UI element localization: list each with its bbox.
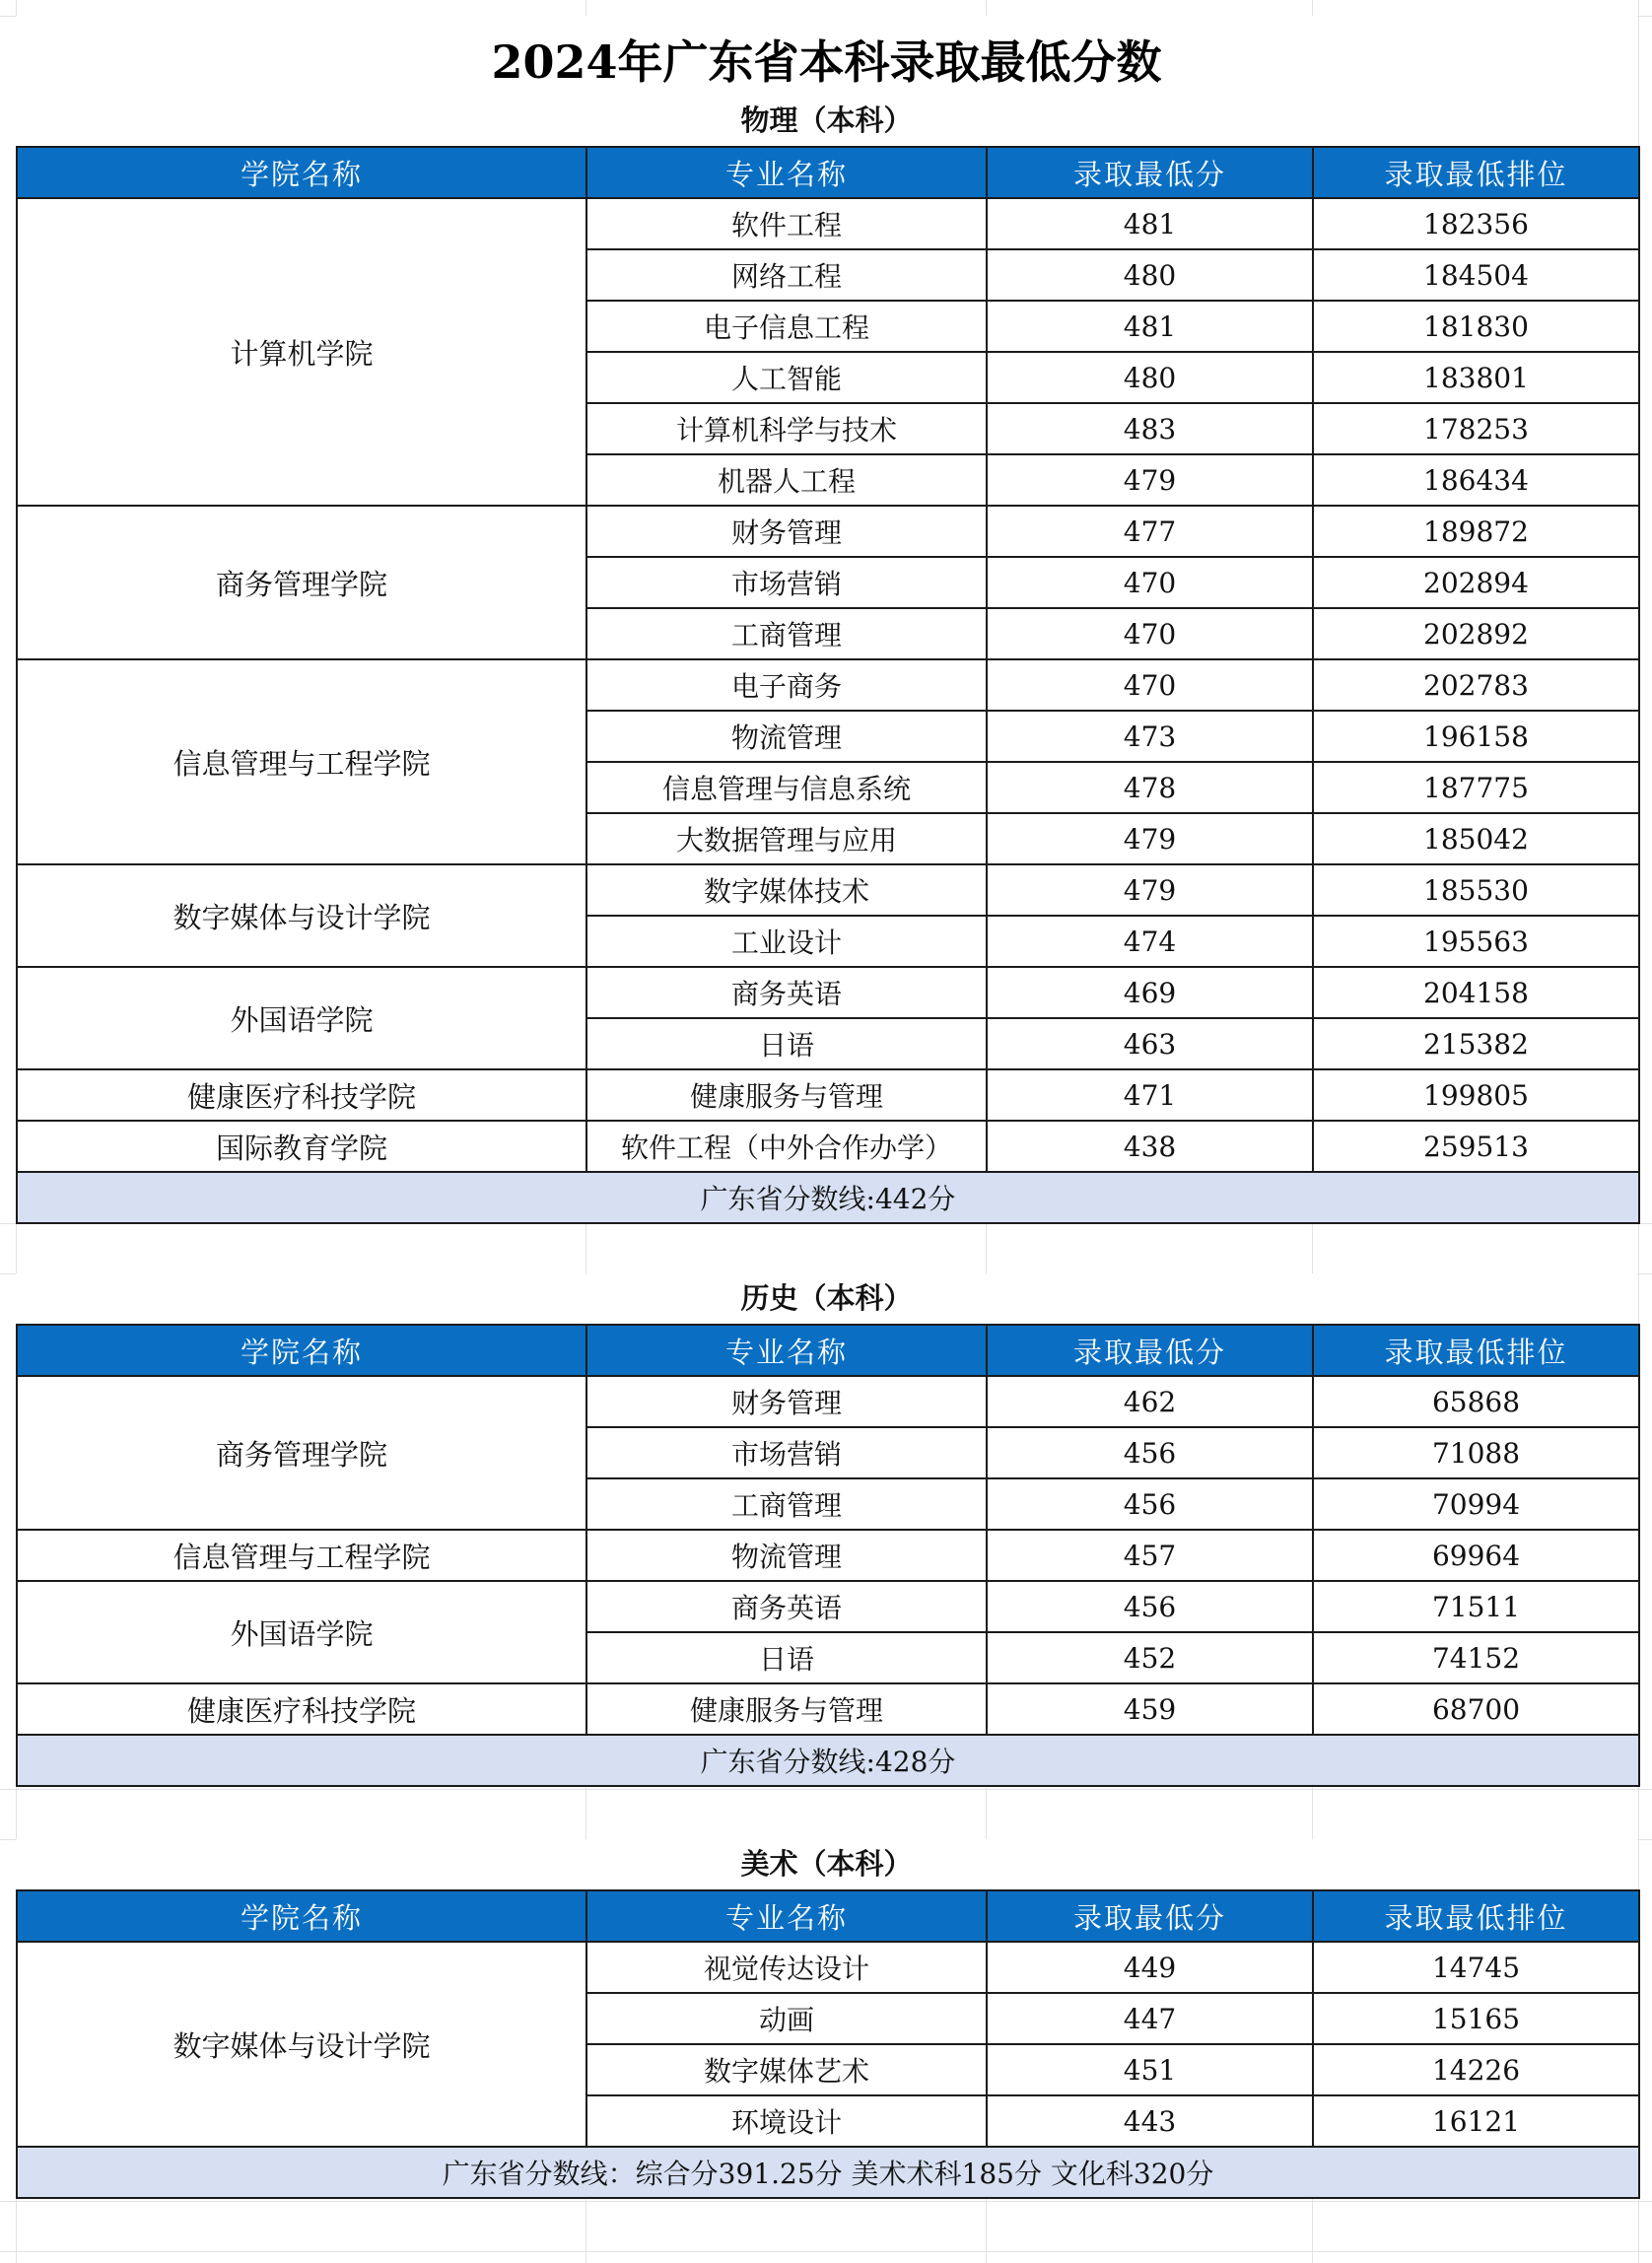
page-title: 2024年广东省本科录取最低分数 (16, 16, 1637, 109)
table-row (17, 1376, 1639, 1427)
rank-cell: 74152 (1313, 1632, 1639, 1683)
header-college: 学院名称 (17, 1325, 586, 1376)
score-cell: 471 (987, 1069, 1313, 1121)
major-cell: 市场营销 (586, 1427, 987, 1478)
rank-cell: 16121 (1313, 2095, 1639, 2147)
rank-cell: 185530 (1313, 864, 1639, 916)
rank-cell: 69964 (1313, 1530, 1639, 1581)
header-min-rank: 录取最低排位 (1313, 147, 1639, 198)
table-row (17, 1942, 1639, 1993)
major-cell: 健康服务与管理 (586, 1683, 987, 1735)
score-cell: 481 (987, 301, 1313, 352)
score-cell: 483 (987, 403, 1313, 454)
major-cell: 健康服务与管理 (586, 1069, 987, 1121)
gridline (0, 2251, 1652, 2252)
gridline (0, 2201, 1652, 2202)
score-cell: 479 (987, 454, 1313, 506)
major-cell: 物流管理 (586, 711, 987, 762)
college-cell: 计算机学院 (17, 198, 586, 506)
table-row (17, 1121, 1639, 1172)
score-cell: 470 (987, 659, 1313, 711)
score-cell: 481 (987, 198, 1313, 249)
major-cell: 市场营销 (586, 557, 987, 608)
score-cell: 469 (987, 967, 1313, 1018)
section-title-physics: 物理（本科） (16, 96, 1637, 146)
major-cell: 物流管理 (586, 1530, 987, 1581)
major-cell: 数字媒体技术 (586, 864, 987, 916)
rank-cell: 189872 (1313, 506, 1639, 557)
score-cell: 478 (987, 762, 1313, 813)
score-cell: 438 (987, 1121, 1313, 1172)
college-cell: 外国语学院 (17, 967, 586, 1069)
header-major: 专业名称 (586, 147, 987, 198)
score-cell: 452 (987, 1632, 1313, 1683)
header-row (17, 1325, 1639, 1376)
rank-cell: 202894 (1313, 557, 1639, 608)
major-cell: 信息管理与信息系统 (586, 762, 987, 813)
header-min-score: 录取最低分 (987, 1325, 1313, 1376)
rank-cell: 15165 (1313, 1993, 1639, 2044)
table-row (17, 659, 1639, 711)
college-cell: 国际教育学院 (17, 1121, 586, 1172)
score-cell: 474 (987, 916, 1313, 967)
major-cell: 软件工程（中外合作办学） (586, 1121, 987, 1172)
major-cell: 电子商务 (586, 659, 987, 711)
table-row (17, 198, 1639, 249)
header-min-rank: 录取最低排位 (1313, 1890, 1639, 1942)
score-cell: 457 (987, 1530, 1313, 1581)
rank-cell: 202783 (1313, 659, 1639, 711)
score-cell: 463 (987, 1018, 1313, 1069)
table-row (17, 864, 1639, 916)
art-table (16, 1889, 1640, 2199)
major-cell: 大数据管理与应用 (586, 813, 987, 864)
rank-cell: 14226 (1313, 2044, 1639, 2095)
major-cell: 动画 (586, 1993, 987, 2044)
rank-cell: 184504 (1313, 249, 1639, 301)
score-cell: 456 (987, 1427, 1313, 1478)
rank-cell: 215382 (1313, 1018, 1639, 1069)
physics-table (16, 146, 1640, 1224)
header-college: 学院名称 (17, 1890, 586, 1942)
major-cell: 环境设计 (586, 2095, 987, 2147)
footer-row (17, 2147, 1639, 2198)
gridline (0, 1789, 1652, 1790)
score-cell: 447 (987, 1993, 1313, 2044)
table-row (17, 1683, 1639, 1735)
header-major: 专业名称 (586, 1325, 987, 1376)
major-cell: 工业设计 (586, 916, 987, 967)
score-cell: 480 (987, 249, 1313, 301)
rank-cell: 182356 (1313, 198, 1639, 249)
major-cell: 财务管理 (586, 1376, 987, 1427)
section-title-history: 历史（本科） (16, 1273, 1637, 1324)
table-row (17, 1530, 1639, 1581)
college-cell: 商务管理学院 (17, 506, 586, 659)
score-cell: 480 (987, 352, 1313, 403)
rank-cell: 65868 (1313, 1376, 1639, 1427)
footer-row (17, 1735, 1639, 1786)
major-cell: 工商管理 (586, 1478, 987, 1530)
rank-cell: 187775 (1313, 762, 1639, 813)
rank-cell: 186434 (1313, 454, 1639, 506)
college-cell: 数字媒体与设计学院 (17, 1942, 586, 2147)
major-cell: 商务英语 (586, 1581, 987, 1632)
rank-cell: 199805 (1313, 1069, 1639, 1121)
rank-cell: 68700 (1313, 1683, 1639, 1735)
rank-cell: 196158 (1313, 711, 1639, 762)
rank-cell: 204158 (1313, 967, 1639, 1018)
header-min-rank: 录取最低排位 (1313, 1325, 1639, 1376)
major-cell: 工商管理 (586, 608, 987, 659)
rank-cell: 178253 (1313, 403, 1639, 454)
major-cell: 软件工程 (586, 198, 987, 249)
college-cell: 商务管理学院 (17, 1376, 586, 1530)
score-cell: 456 (987, 1581, 1313, 1632)
major-cell: 网络工程 (586, 249, 987, 301)
score-cell: 459 (987, 1683, 1313, 1735)
major-cell: 人工智能 (586, 352, 987, 403)
provincial-cutoff-note: 广东省分数线:428分 (17, 1735, 1639, 1786)
college-cell: 健康医疗科技学院 (17, 1069, 586, 1121)
score-cell: 479 (987, 864, 1313, 916)
header-min-score: 录取最低分 (987, 147, 1313, 198)
major-cell: 计算机科学与技术 (586, 403, 987, 454)
rank-cell: 185042 (1313, 813, 1639, 864)
rank-cell: 71088 (1313, 1427, 1639, 1478)
table-row (17, 967, 1639, 1018)
score-cell: 451 (987, 2044, 1313, 2095)
major-cell: 电子信息工程 (586, 301, 987, 352)
score-cell: 449 (987, 1942, 1313, 1993)
rank-cell: 71511 (1313, 1581, 1639, 1632)
score-cell: 456 (987, 1478, 1313, 1530)
score-cell: 470 (987, 557, 1313, 608)
score-cell: 462 (987, 1376, 1313, 1427)
score-cell: 479 (987, 813, 1313, 864)
history-table (16, 1324, 1640, 1787)
major-cell: 视觉传达设计 (586, 1942, 987, 1993)
score-cell: 477 (987, 506, 1313, 557)
header-row (17, 147, 1639, 198)
score-cell: 473 (987, 711, 1313, 762)
rank-cell: 70994 (1313, 1478, 1639, 1530)
rank-cell: 183801 (1313, 352, 1639, 403)
major-cell: 日语 (586, 1632, 987, 1683)
major-cell: 商务英语 (586, 967, 987, 1018)
major-cell: 机器人工程 (586, 454, 987, 506)
header-row (17, 1890, 1639, 1942)
header-major: 专业名称 (586, 1890, 987, 1942)
major-cell: 日语 (586, 1018, 987, 1069)
table-row (17, 506, 1639, 557)
footer-row (17, 1172, 1639, 1223)
header-min-score: 录取最低分 (987, 1890, 1313, 1942)
rank-cell: 259513 (1313, 1121, 1639, 1172)
rank-cell: 14745 (1313, 1942, 1639, 1993)
college-cell: 信息管理与工程学院 (17, 1530, 586, 1581)
college-cell: 信息管理与工程学院 (17, 659, 586, 864)
rank-cell: 181830 (1313, 301, 1639, 352)
major-cell: 财务管理 (586, 506, 987, 557)
provincial-cutoff-note: 广东省分数线:442分 (17, 1172, 1639, 1223)
section-title-art: 美术（本科） (16, 1839, 1637, 1889)
score-cell: 470 (987, 608, 1313, 659)
college-cell: 数字媒体与设计学院 (17, 864, 586, 967)
college-cell: 外国语学院 (17, 1581, 586, 1683)
table-row (17, 1581, 1639, 1632)
major-cell: 数字媒体艺术 (586, 2044, 987, 2095)
header-college: 学院名称 (17, 147, 586, 198)
college-cell: 健康医疗科技学院 (17, 1683, 586, 1735)
score-cell: 443 (987, 2095, 1313, 2147)
rank-cell: 202892 (1313, 608, 1639, 659)
table-row (17, 1069, 1639, 1121)
rank-cell: 195563 (1313, 916, 1639, 967)
provincial-cutoff-note: 广东省分数线：综合分391.25分 美术术科185分 文化科320分 (17, 2147, 1639, 2198)
